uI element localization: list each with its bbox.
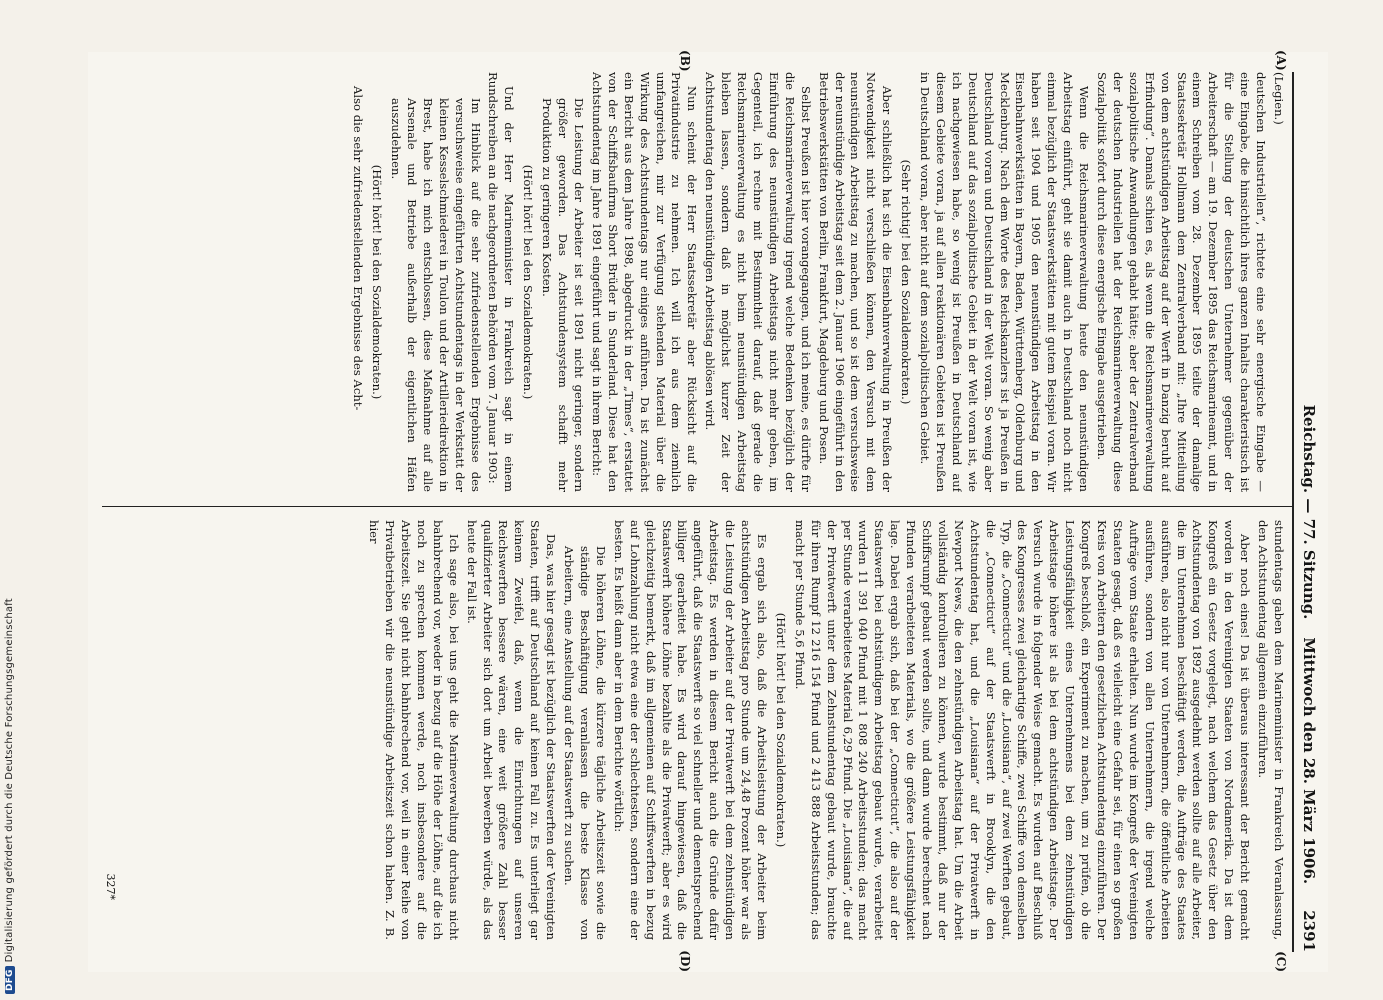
interjection: (Hört! hört! bei den Sozialdemokraten.)	[370, 164, 385, 400]
scanned-page	[88, 52, 1328, 972]
dfg-logo: DFG	[5, 966, 15, 994]
digitization-credit	[0, 0, 22, 1000]
credit-text: Digitalisierung gefördert durch die Deutsche Forschungsgemeinschaft	[4, 598, 15, 963]
paragraph: Ich sage also, bei uns geht die Marineverwaltung durchaus nicht bahnbrechend vor, weder in bezug auf die Höhe der Löhne, auf die ich noch zu sprechen kommen werde, noch insbesondere auf die Arbeitszeit. Sie geht nicht bahnbrechend vor, weil in einer Reihe von Privatbetrieben wir die neunstündige Arbeitszeit schon haben. Z. B. hier	[367, 520, 461, 940]
quotation: Die Leistung der Arbeiter ist seit 1891 nicht geringer, sondern größer geworden. Das Achtstundensystem schafft mehr Produktion zu geringeren Kosten.	[540, 98, 587, 492]
paragraph: Also die sehr zufriedenstellenden Ergebnisse des Acht-	[351, 86, 366, 411]
margin-letter-a: (A)	[1274, 50, 1288, 71]
paragraph: Es ergab sich also, daß die Arbeitsleistung der Arbeiter beim achtstündigen Arbeitstag pro Stunde um 24,48 Prozent höher war als die Leistung der Arbeiter auf der Privatwerft bei dem zehnstündigen Arbeitstag. Es werden in diesem Bericht auch die Gründe dafür angeführt, daß die Staatswerft so viel schneller und dementsprechend billiger gearbeitet habe. Es wird darauf hingewiesen, daß die Staatswerft höhere Löhne bezahlte als die Privatwerft; aber es wird gleichzeitig bemerkt, daß im allgemeinen auf Schiffswerften in bezug auf Lohnzahlung nicht etwa eine der schlechtesten, sondern eine der besten. Es heißt dann aber in dem Berichte wörtlich:	[611, 520, 769, 940]
quotation: Im Hinblick auf die sehr zufriedenstellenden Ergebnisse des versuchsweise eingeführten Achtstundentags in der Werkstatt der kleinen Kesselschmiederei in Toulon und der Artilleriedirektion in Brest, habe ich mich entschlossen, diese Maßnahme auf alle Arsenale und Betriebe außerhalb der eigentlichen Häfen auszudehnen.	[389, 98, 483, 492]
margin-letter-c: (C)	[1274, 951, 1288, 972]
paragraph: Aber noch eines! Da ist überaus interessant der Bericht gemacht worden in den Vereinigten Staaten von Nordamerika. Da ist dem Kongreß ein Gesetz vorgelegt, nach welchem das Gesetz über den Achtstundentag von 1892 ausgedehnt werden sollte auf alle Arbeiter, die im Unternehmen beschäftigt werden, die Aufträge des Staates ausführen, also nicht nur von Unternehmern, die öffentliche Arbeiten ausführen, sondern von allen Unternehmern, die irgend welche Aufträge vom Staate erhalten. Nun wurde im Kongreß der Vereinigten Staaten gesagt, daß es vielleicht eine Gefahr sei, für einen so großen Kreis von Arbeitern den gesetzlichen Achtstundentag einzuführen. Der Kongreß beschloß, ein Experiment zu machen, um zu prüfen, ob die Leistungsfähigkeit eines Unternehmens bei dem zehnstündigen Arbeitstage höhere ist als bei dem achtstündigen Arbeitstage. Der Versuch wurde in folgender Weise gemacht. Es wurden auf Beschluß des Kongresses zwei gleichartige Schiffe, zwei Schiffe von demselben Typ, die „Connecticut“ und die „Louisiana“, auf zwei Werften gebaut, die „Connecticut“ auf der Staatswerft in Brooklyn, die den Achtstundentag hat, und die „Louisiana“ auf der Privatwerft in Newport News, die den zehnstündigen Arbeitstag hat. Um die Arbeit vollständig kontrollieren zu können, wurde bestimmt, daß nur der Schiffsrumpf gebaut werden sollte, und dann wurde berechnet nach Pfunden verarbeiteten Materials, wo die größere Leistungsfähigkeit lage. Dabei ergab sich, daß bei der „Connecticut“, die also auf der Staatswerft bei achtstündigem Arbeitstag gebaut wurde, verarbeitet wurden 11 391 040 Pfund mit 1 808 240 Arbeitsstunden; das macht per Stunde verarbeitetes Material 6,29 Pfund. Die „Louisiana“, die auf der Privatwerft unter dem Zehnstundentag gebaut wurde, brauchte für ihren Rumpf 12 216 154 Pfund und 2 413 888 Arbeitsstunden; das macht per Stunde 5,6 Pfund.	[792, 520, 1253, 940]
running-head	[1292, 72, 1318, 952]
paragraph: Aber schließlich hat sich die Eisenbahnverwaltung in Preußen der Notwendigkeit nicht verschließen können, den Versuch mit dem neunstündigen Arbeitstag zu machen, und so ist dem versuchsweise der neunstündige Arbeitstag seit dem 2. Januar 1906 eingeführt in den Betriebswerkstätten von Berlin, Frankfurt, Magdeburg und Posen.	[816, 72, 895, 492]
rotated-page	[88, 52, 1328, 972]
page-number-value: 2391	[1300, 910, 1318, 952]
running-head-right: Mittwoch den 28. März 1906.	[1300, 637, 1318, 885]
running-head-left: Reichstag. — 77. Sitzung.	[1300, 404, 1318, 620]
paragraph: Wenn die Reichsmarineverwaltung heute den neunstündigen Arbeitstag einführt, geht sie damit auch in Deutschland noch nicht einmal bezüglich der Staatswerkstätten mit gutem Beispiel voran. Wir haben seit 1904 und 1905 den neunstündigen Arbeitstag in den Eisenbahnwerkstätten in Bayern, Baden, Württemberg, Oldenburg und Mecklenburg. Nach dem Worte des Reichskanzlers ist ja Preußen in Deutschland voran und Deutschland in der Welt voran. So wenig aber Deutschland auf das sozialpolitische Gebiet in der Welt voran ist, wie ich nachgewiesen habe, so wenig ist Preußen in Deutschland auf diesem Gebiete voran, ja auf allen reaktionären Gebieten ist Preußen in Deutschland voran, aber nicht auf dem sozialpolitischen Gebiet.	[918, 72, 1092, 492]
paragraph: Selbst Preußen ist hier vorangegangen, und ich meine, es dürfte für die Reichsmarineverwaltung irgend welche Bedenken bezüglich der Einführung des neunstündigen Arbeitstags nicht mehr geben, im Gegenteil, ich rechne mit Bestimmtheit darauf, daß gerade die Reichsmarineverwaltung es nicht beim neunstündigen Arbeitstag bleiben lassen, sondern daß in möglichst kurzer Zeit der Achtstundentag den neunstündigen Arbeitstag ablösen wird.	[703, 72, 813, 492]
margin-letter-d: (D)	[678, 950, 692, 972]
paragraph: deutschen Industriellen“, richtete eine sehr energische Eingabe — eine Eingabe, die hinsichtlich ihres ganzen Inhalts charakteristisch ist für die Stellung der deutschen Unternehmer gegenüber der Arbeiterschaft — am 19. Dezember 1895 das Reichsmarineamt, und in einem Schreiben vom 28. Dezember 1895 teilte der damalige Staatssekretär Hollmann dem Zentralverband mit: „Ihre Mitteilung von dem achtstündigen Arbeitstag auf der Werft in Danzig beruht auf Erfindung“. Damals schien es, als wenn die Reichsmarineverwaltung sozialpolitische Anwandlungen gehabt hätte; aber der Zentralverband der deutschen Industriellen hat der Reichsmarineverwaltung diese Sozialpolitik sofort durch diese energische Eingabe ausgetrieben.	[1095, 72, 1269, 492]
page-number	[1300, 637, 1318, 952]
left-column	[102, 72, 1286, 492]
interjection: (Sehr richtig! bei den Sozialdemokraten.)	[899, 159, 914, 405]
paragraph: Nun scheint der Herr Staatssekretär aber Rücksicht auf die Privatindustrie zu nehmen. Ich will ich aus dem ziemlich umfangreichen, mir zur Verfügung stehenden Material über die Wirkung des Achtstundentags nur einiges anführen. Da ist zunächst ein Bericht aus dem Jahre 1898, abgedruckt in der „Times“, erstattet von der Schiffsbaufirma Short Brüder in Sunderland. Diese hat den Achtstundentag im Jahre 1891 eingeführt und sagt in ihrem Bericht:	[589, 72, 700, 492]
paragraph: Und der Herr Marineminister in Frankreich sagt in einem Rundschreiben an die nachgeordneten Behörden vom 7. Januar 1903:	[486, 72, 517, 492]
interjection: (Hört! hört! bei den Sozialdemokraten.)	[773, 612, 788, 848]
paragraph: stundentags gaben dem Marineminister in Frankreich Veranlassung, den Achtstundentag allgemein einzuführen.	[1256, 520, 1286, 940]
column-divider	[102, 506, 1292, 507]
quotation: Die höheren Löhne, die kürzere tägliche Arbeitszeit sowie die ständige Beschäftigung veranlassen die beste Klasse von Arbeitern, eine Anstellung auf der Staatswerft zu suchen.	[562, 546, 608, 940]
right-column	[102, 520, 1286, 940]
folio-mark: 327*	[103, 873, 117, 900]
interjection: (Hört! hört! bei den Sozialdemokraten.)	[521, 164, 536, 400]
paragraph: Das, was hier gesagt ist bezüglich der Staatswerften der Vereinigten Staaten, trifft auf Deutschland auf keinen Fall zu. Es unterliegt gar keinem Zweifel, daß, wenn die Einrichtungen auf unseren Reichswerften bessere wären, eine weit größere Zahl besser qualifizierter Arbeiter sich dort um Arbeit bewerben würde, als das heute der Fall ist.	[464, 520, 559, 940]
margin-letter-b: (B)	[678, 50, 692, 72]
speaker-tag: (Legien.)	[1272, 72, 1286, 125]
